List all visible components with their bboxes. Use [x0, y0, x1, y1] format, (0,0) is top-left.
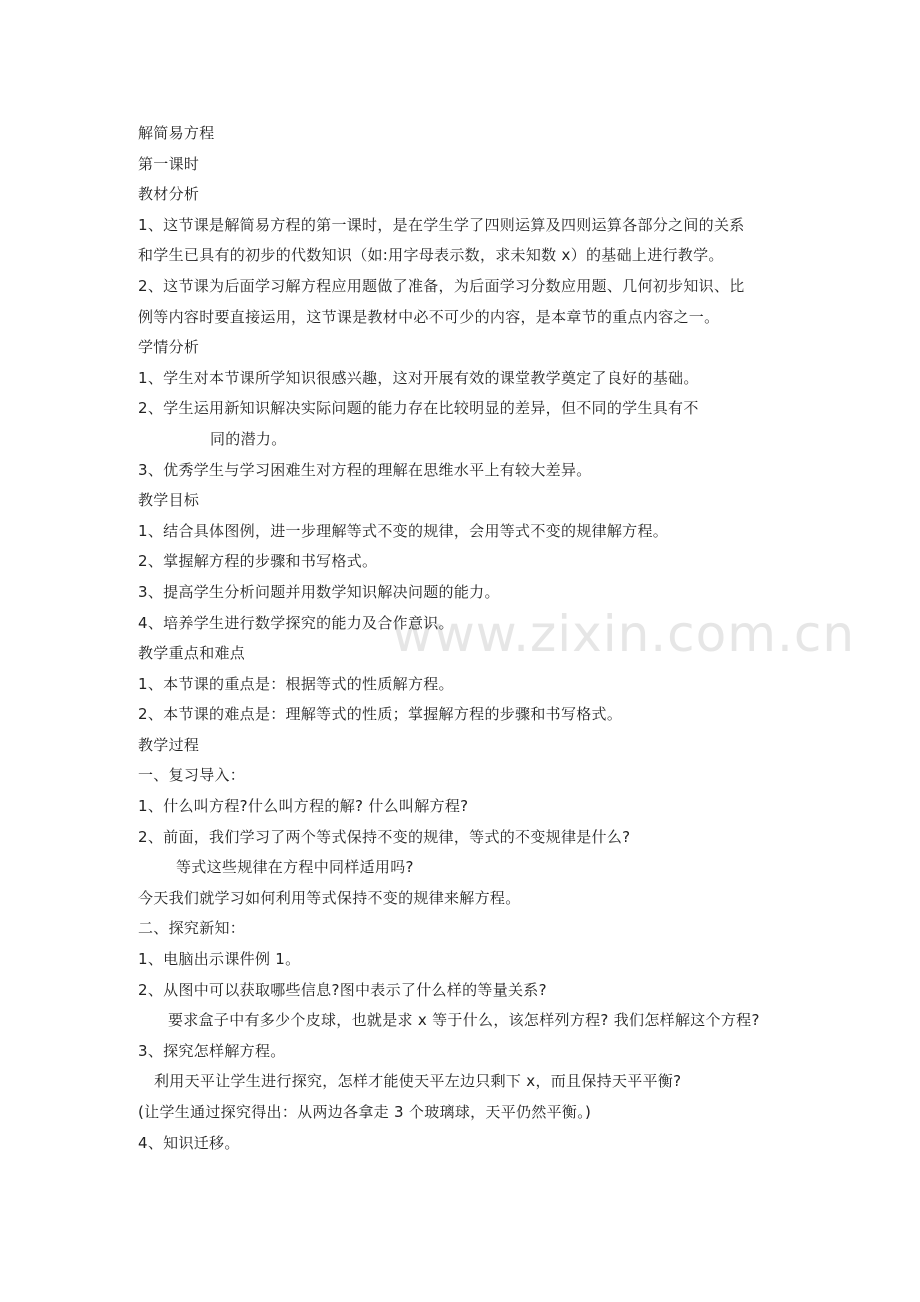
paragraph-line: 3、优秀学生与学习困难生对方程的理解在思维水平上有较大差异。	[138, 460, 592, 479]
document-body	[138, 118, 798, 1158]
paragraph-line: 2、前面，我们学习了两个等式保持不变的规律，等式的不变规律是什么?	[138, 827, 631, 846]
paragraph-line: 3、探究怎样解方程。	[138, 1041, 286, 1060]
paragraph-line: 1、本节课的重点是：根据等式的性质解方程。	[138, 674, 454, 693]
paragraph-line: 4、知识迁移。	[138, 1133, 240, 1152]
section-heading: 学情分析	[138, 338, 200, 357]
paragraph-line: 1、学生对本节课所学知识很感兴趣，这对开展有效的课堂教学奠定了良好的基础。	[138, 368, 699, 387]
paragraph-line: 4、培养学生进行数学探究的能力及合作意识。	[138, 613, 454, 632]
document-title: 解简易方程	[138, 124, 215, 142]
paragraph-line: 2、这节课为后面学习解方程应用题做了准备，为后面学习分数应用题、几何初步知识、比	[138, 276, 745, 295]
paragraph-line: 2、掌握解方程的步骤和书写格式。	[138, 552, 378, 571]
paragraph-line: 等式这些规律在方程中同样适用吗?	[176, 858, 414, 877]
paragraph-line: 例等内容时要直接运用，这节课是教材中必不可少的内容，是本章节的重点内容之一。	[138, 307, 720, 326]
paragraph-line: 1、这节课是解简易方程的第一课时，是在学生学了四则运算及四则运算各部分之间的关系	[138, 215, 745, 234]
paragraph-line: 今天我们就学习如何利用等式保持不变的规律来解方程。	[138, 888, 521, 907]
paragraph-line: 利用天平让学生进行探究，怎样才能使天平左边只剩下 x，而且保持天平平衡?	[154, 1072, 682, 1091]
paragraph-line: 3、提高学生分析问题并用数学知识解决问题的能力。	[138, 582, 500, 601]
paragraph-line: 同的潜力。	[210, 429, 287, 448]
paragraph-line: 1、电脑出示课件例 1。	[138, 950, 301, 969]
watermark: www.zixin.com.cn	[392, 605, 856, 663]
paragraph-line: 要求盒子中有多少个皮球，也就是求 x 等于什么，该怎样列方程? 我们怎样解这个方程?	[168, 1011, 760, 1030]
section-heading: 教材分析	[138, 185, 200, 204]
paragraph-line: (让学生通过探究得出：从两边各拿走 3 个玻璃球，天平仍然平衡。)	[138, 1103, 592, 1121]
paragraph-line: 2、本节课的难点是：理解等式的性质；掌握解方程的步骤和书写格式。	[138, 705, 623, 724]
paragraph-line: 和学生已具有的初步的代数知识（如:用字母表示数，求未知数 x）的基础上进行教学。	[138, 246, 724, 265]
paragraph-line: 2、学生运用新知识解决实际问题的能力存在比较明显的差异，但不同的学生具有不	[138, 399, 699, 418]
paragraph-line: 1、什么叫方程?什么叫方程的解? 什么叫解方程?	[138, 797, 469, 816]
paragraph-line: 1、结合具体图例，进一步理解等式不变的规律，会用等式不变的规律解方程。	[138, 521, 669, 540]
section-heading: 教学重点和难点	[138, 644, 246, 663]
subsection-heading: 一、复习导入：	[138, 766, 246, 785]
lesson-label: 第一课时	[138, 154, 200, 173]
paragraph-line: 2、从图中可以获取哪些信息?图中表示了什么样的等量关系?	[138, 980, 547, 999]
section-heading: 教学目标	[138, 491, 200, 510]
section-heading: 教学过程	[138, 735, 200, 754]
subsection-heading: 二、探究新知：	[138, 919, 246, 938]
